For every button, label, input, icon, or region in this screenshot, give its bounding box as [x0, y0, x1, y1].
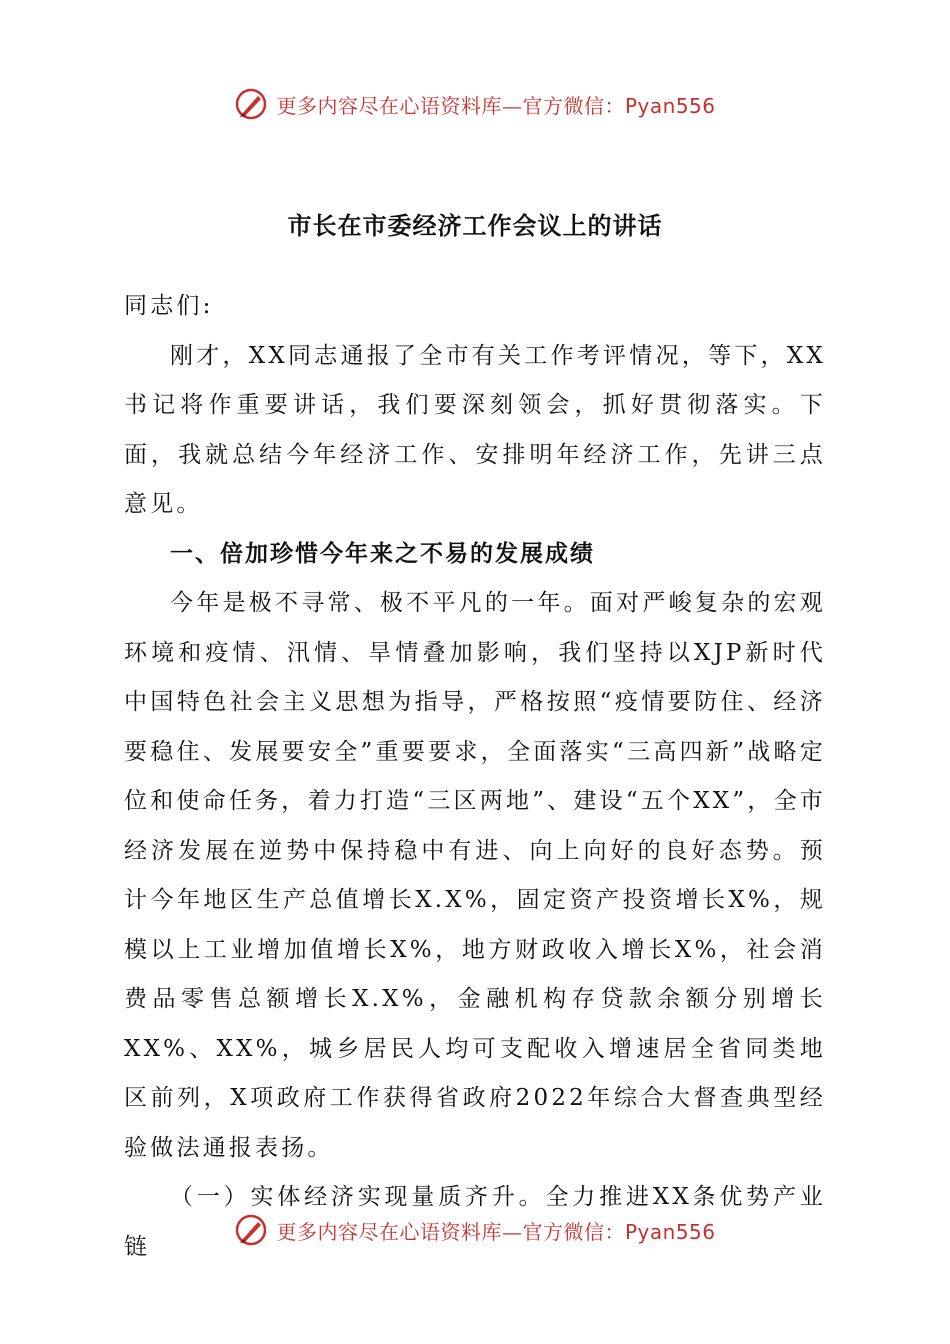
paragraph-subsection-1: （一）实体经济实现量质齐升。全力推进XX条优势产业链 — [124, 1184, 826, 1260]
watermark-text — [276, 90, 715, 119]
footer-watermark — [0, 1208, 950, 1252]
watermark-text-cn: 更多内容尽在心语资料库—官方微信： — [276, 1219, 625, 1244]
paragraph-intro: 刚才，XX同志通报了全市有关工作考评情况，等下，XX书记将作重要讲话，我们要深刻领会，抓好贯彻落实。下面，我就总结今年经济工作、安排明年经济工作，先讲三点意见。 — [124, 342, 826, 517]
pen-logo-icon — [234, 1213, 268, 1247]
document-body — [124, 282, 826, 1272]
watermark-text-cn: 更多内容尽在心语资料库—官方微信： — [276, 93, 625, 118]
section-heading-1: 一、倍加珍惜今年来之不易的发展成绩 — [170, 540, 595, 567]
watermark-wechat-id: Pyan556 — [624, 1219, 716, 1244]
document-title: 市长在市委经济工作会议上的讲话 — [287, 212, 663, 240]
paragraph-achievements: 今年是极不寻常、极不平凡的一年。面对严峻复杂的宏观环境和疫情、汛情、旱情叠加影响，我们坚持以XJP新时代中国特色社会主义思想为指导，严格按照“疫情要防住、经济要稳住、发展要安全”重要要求，全面落实“三高四新”战略定位和使命任务，着力打造“三区两地”、建设“五个XX”，全市经济发展在逆势中保持稳中有进、向上向好的良好态势。预计今年地区生产总值增长X.X%，固定资产投资增长X%，规模以上工业增加值增长X%，地方财政收入增长X%，社会消费品零售总额增长X.X%，金融机构存贷款余额分别增长XX%、XX%，城乡居民人均可支配收入增速居全省同类地区前列，X项政府工作获得省政府2022年综合大督查典型经验做法通报表扬。 — [124, 590, 826, 1161]
watermark-text — [276, 1216, 715, 1245]
pen-logo-icon — [234, 87, 268, 121]
watermark-wechat-id: Pyan556 — [624, 93, 716, 118]
greeting: 同志们: — [124, 293, 214, 319]
header-watermark — [0, 82, 950, 126]
